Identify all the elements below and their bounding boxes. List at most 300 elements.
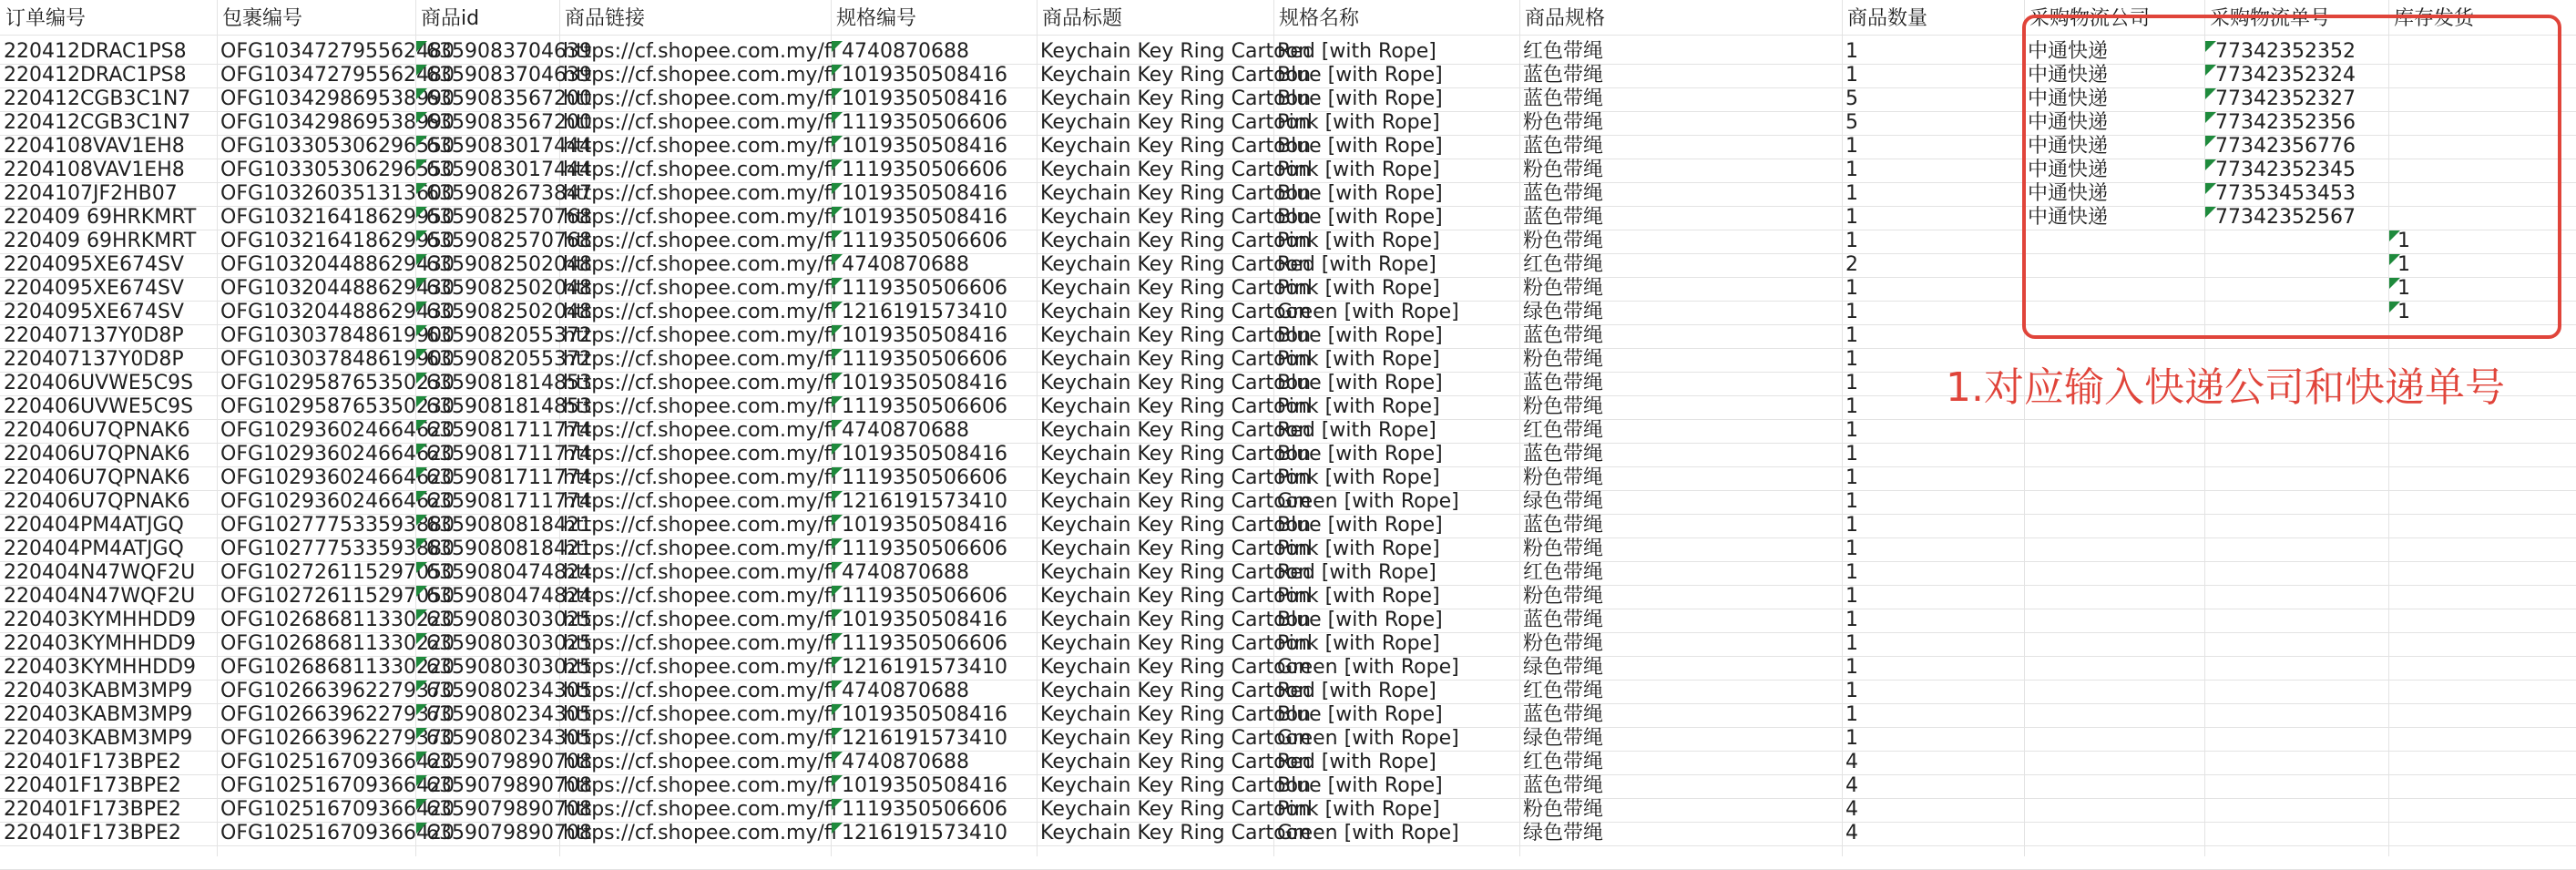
cell-spec[interactable] <box>1519 40 1842 64</box>
cell-logistics-no[interactable] <box>2204 466 2388 490</box>
cell-logistics-no[interactable] <box>2204 822 2388 845</box>
cell-sku-name[interactable] <box>1273 537 1519 561</box>
column-header-sku-no[interactable]: 规格编号 <box>836 7 917 30</box>
cell-sku-name[interactable] <box>1273 798 1519 822</box>
cell-product-id[interactable] <box>415 395 592 419</box>
cell-sku-name[interactable] <box>1273 490 1519 514</box>
column-header-logistics-no[interactable]: 采购物流单号 <box>2210 7 2331 30</box>
cell-spec[interactable] <box>1519 111 1842 135</box>
cell-product-id[interactable] <box>415 774 592 798</box>
cell-link[interactable] <box>559 182 837 206</box>
cell-product-id[interactable] <box>415 324 592 348</box>
cell-product-id[interactable] <box>415 490 592 514</box>
cell-order-no[interactable] <box>0 159 217 182</box>
cell-spec[interactable] <box>1519 159 1842 182</box>
cell-spec[interactable] <box>1519 372 1842 395</box>
cell-product-id[interactable] <box>415 703 592 727</box>
cell-product-id[interactable] <box>415 182 592 206</box>
cell-qty[interactable] <box>1842 798 2024 822</box>
cell-link[interactable] <box>559 324 837 348</box>
cell-product-id[interactable] <box>415 253 592 277</box>
cell-sku-name[interactable] <box>1273 40 1519 64</box>
cell-logistics-company[interactable] <box>2024 798 2204 822</box>
cell-sku-no[interactable] <box>831 774 1037 798</box>
cell-spec[interactable] <box>1519 609 1842 632</box>
cell-title[interactable] <box>1037 206 1312 230</box>
cell-package-no[interactable] <box>217 111 455 135</box>
cell-product-id[interactable] <box>415 443 592 466</box>
cell-logistics-company[interactable] <box>2024 703 2204 727</box>
cell-order-no[interactable] <box>0 680 217 703</box>
cell-link[interactable] <box>559 680 837 703</box>
cell-logistics-company[interactable] <box>2024 751 2204 774</box>
cell-spec[interactable] <box>1519 585 1842 609</box>
cell-logistics-company[interactable] <box>2024 632 2204 656</box>
cell-sku-name[interactable] <box>1273 680 1519 703</box>
cell-order-no[interactable] <box>0 798 217 822</box>
cell-order-no[interactable] <box>0 466 217 490</box>
cell-link[interactable] <box>559 561 837 585</box>
cell-title[interactable] <box>1037 561 1312 585</box>
cell-stock-ship[interactable] <box>2388 774 2576 798</box>
cell-product-id[interactable] <box>415 87 592 111</box>
cell-package-no[interactable] <box>217 466 455 490</box>
cell-link[interactable] <box>559 64 837 87</box>
cell-order-no[interactable] <box>0 64 217 87</box>
cell-product-id[interactable] <box>415 632 592 656</box>
cell-sku-name[interactable] <box>1273 64 1519 87</box>
cell-product-id[interactable] <box>415 111 592 135</box>
cell-spec[interactable] <box>1519 632 1842 656</box>
cell-link[interactable] <box>559 727 837 751</box>
cell-order-no[interactable] <box>0 774 217 798</box>
cell-link[interactable] <box>559 111 837 135</box>
cell-package-no[interactable] <box>217 561 455 585</box>
cell-stock-ship[interactable] <box>2388 609 2576 632</box>
cell-sku-name[interactable] <box>1273 135 1519 159</box>
cell-sku-name[interactable] <box>1273 87 1519 111</box>
cell-title[interactable] <box>1037 822 1312 845</box>
cell-sku-no[interactable] <box>831 727 1037 751</box>
cell-logistics-no[interactable] <box>2204 680 2388 703</box>
cell-stock-ship[interactable] <box>2388 561 2576 585</box>
cell-order-no[interactable] <box>0 419 217 443</box>
cell-qty[interactable] <box>1842 585 2024 609</box>
column-header-logistics-company[interactable]: 采购物流公司 <box>2029 7 2151 30</box>
cell-link[interactable] <box>559 774 837 798</box>
cell-package-no[interactable] <box>217 253 455 277</box>
cell-spec[interactable] <box>1519 537 1842 561</box>
cell-title[interactable] <box>1037 348 1312 372</box>
cell-sku-name[interactable] <box>1273 206 1519 230</box>
cell-sku-name[interactable] <box>1273 182 1519 206</box>
cell-title[interactable] <box>1037 443 1312 466</box>
cell-logistics-no[interactable] <box>2204 561 2388 585</box>
cell-package-no[interactable] <box>217 751 455 774</box>
column-header-sku-name[interactable]: 规格名称 <box>1279 7 1360 30</box>
cell-sku-name[interactable] <box>1273 466 1519 490</box>
cell-package-no[interactable] <box>217 632 455 656</box>
cell-product-id[interactable] <box>415 64 592 87</box>
cell-link[interactable] <box>559 466 837 490</box>
cell-sku-no[interactable] <box>831 64 1037 87</box>
cell-sku-name[interactable] <box>1273 703 1519 727</box>
cell-logistics-no[interactable] <box>2204 585 2388 609</box>
cell-package-no[interactable] <box>217 514 455 537</box>
cell-link[interactable] <box>559 372 837 395</box>
cell-sku-name[interactable] <box>1273 324 1519 348</box>
cell-link[interactable] <box>559 822 837 845</box>
cell-product-id[interactable] <box>415 561 592 585</box>
cell-package-no[interactable] <box>217 727 455 751</box>
cell-title[interactable] <box>1037 301 1312 324</box>
cell-logistics-company[interactable] <box>2024 585 2204 609</box>
cell-sku-name[interactable] <box>1273 609 1519 632</box>
cell-qty[interactable] <box>1842 561 2024 585</box>
cell-product-id[interactable] <box>415 230 592 253</box>
cell-title[interactable] <box>1037 277 1312 301</box>
cell-sku-no[interactable] <box>831 656 1037 680</box>
cell-spec[interactable] <box>1519 301 1842 324</box>
cell-package-no[interactable] <box>217 182 455 206</box>
column-header-title[interactable]: 商品标题 <box>1042 7 1123 30</box>
cell-spec[interactable] <box>1519 348 1842 372</box>
cell-link[interactable] <box>559 656 837 680</box>
cell-title[interactable] <box>1037 87 1312 111</box>
cell-spec[interactable] <box>1519 466 1842 490</box>
cell-title[interactable] <box>1037 324 1312 348</box>
cell-qty[interactable] <box>1842 253 2024 277</box>
cell-sku-no[interactable] <box>831 159 1037 182</box>
cell-sku-no[interactable] <box>831 206 1037 230</box>
cell-sku-name[interactable] <box>1273 632 1519 656</box>
cell-link[interactable] <box>559 253 837 277</box>
cell-sku-name[interactable] <box>1273 230 1519 253</box>
cell-sku-no[interactable] <box>831 111 1037 135</box>
cell-logistics-company[interactable] <box>2024 822 2204 845</box>
cell-qty[interactable] <box>1842 466 2024 490</box>
cell-sku-no[interactable] <box>831 632 1037 656</box>
cell-package-no[interactable] <box>217 703 455 727</box>
cell-title[interactable] <box>1037 182 1312 206</box>
cell-package-no[interactable] <box>217 490 455 514</box>
cell-logistics-no[interactable] <box>2204 537 2388 561</box>
cell-stock-ship[interactable] <box>2388 632 2576 656</box>
cell-title[interactable] <box>1037 253 1312 277</box>
cell-sku-name[interactable] <box>1273 277 1519 301</box>
cell-logistics-no[interactable] <box>2204 490 2388 514</box>
cell-package-no[interactable] <box>217 419 455 443</box>
cell-title[interactable] <box>1037 395 1312 419</box>
cell-sku-name[interactable] <box>1273 159 1519 182</box>
column-header-product-id[interactable]: 商品id <box>421 7 480 30</box>
cell-product-id[interactable] <box>415 656 592 680</box>
cell-sku-name[interactable] <box>1273 348 1519 372</box>
cell-order-no[interactable] <box>0 395 217 419</box>
cell-sku-no[interactable] <box>831 348 1037 372</box>
cell-logistics-no[interactable] <box>2204 774 2388 798</box>
cell-spec[interactable] <box>1519 490 1842 514</box>
cell-sku-name[interactable] <box>1273 253 1519 277</box>
cell-sku-no[interactable] <box>831 680 1037 703</box>
cell-title[interactable] <box>1037 751 1312 774</box>
cell-package-no[interactable] <box>217 87 455 111</box>
cell-spec[interactable] <box>1519 206 1842 230</box>
cell-qty[interactable] <box>1842 656 2024 680</box>
cell-logistics-company[interactable] <box>2024 727 2204 751</box>
cell-stock-ship[interactable] <box>2388 703 2576 727</box>
cell-product-id[interactable] <box>415 301 592 324</box>
cell-spec[interactable] <box>1519 443 1842 466</box>
cell-sku-no[interactable] <box>831 514 1037 537</box>
cell-product-id[interactable] <box>415 466 592 490</box>
cell-link[interactable] <box>559 585 837 609</box>
cell-package-no[interactable] <box>217 443 455 466</box>
cell-spec[interactable] <box>1519 395 1842 419</box>
cell-package-no[interactable] <box>217 348 455 372</box>
cell-title[interactable] <box>1037 514 1312 537</box>
cell-sku-name[interactable] <box>1273 443 1519 466</box>
cell-title[interactable] <box>1037 466 1312 490</box>
cell-logistics-no[interactable] <box>2204 443 2388 466</box>
cell-logistics-no[interactable] <box>2204 656 2388 680</box>
cell-package-no[interactable] <box>217 395 455 419</box>
cell-order-no[interactable] <box>0 751 217 774</box>
cell-link[interactable] <box>559 395 837 419</box>
cell-spec[interactable] <box>1519 253 1842 277</box>
cell-package-no[interactable] <box>217 206 455 230</box>
cell-title[interactable] <box>1037 419 1312 443</box>
cell-qty[interactable] <box>1842 206 2024 230</box>
cell-spec[interactable] <box>1519 656 1842 680</box>
cell-package-no[interactable] <box>217 585 455 609</box>
cell-product-id[interactable] <box>415 514 592 537</box>
cell-sku-no[interactable] <box>831 490 1037 514</box>
cell-package-no[interactable] <box>217 774 455 798</box>
cell-qty[interactable] <box>1842 40 2024 64</box>
cell-order-no[interactable] <box>0 324 217 348</box>
cell-spec[interactable] <box>1519 680 1842 703</box>
cell-qty[interactable] <box>1842 443 2024 466</box>
cell-spec[interactable] <box>1519 419 1842 443</box>
cell-product-id[interactable] <box>415 372 592 395</box>
cell-order-no[interactable] <box>0 632 217 656</box>
cell-title[interactable] <box>1037 774 1312 798</box>
cell-order-no[interactable] <box>0 514 217 537</box>
column-header-stock-ship[interactable]: 库存发货 <box>2394 7 2475 30</box>
cell-sku-no[interactable] <box>831 253 1037 277</box>
cell-product-id[interactable] <box>415 585 592 609</box>
cell-stock-ship[interactable] <box>2388 443 2576 466</box>
cell-title[interactable] <box>1037 230 1312 253</box>
cell-logistics-no[interactable] <box>2204 727 2388 751</box>
column-header-order-no[interactable]: 订单编号 <box>5 7 87 30</box>
cell-stock-ship[interactable] <box>2388 466 2576 490</box>
cell-package-no[interactable] <box>217 609 455 632</box>
cell-logistics-company[interactable] <box>2024 537 2204 561</box>
cell-title[interactable] <box>1037 680 1312 703</box>
cell-package-no[interactable] <box>217 822 455 845</box>
cell-sku-no[interactable] <box>831 135 1037 159</box>
cell-sku-no[interactable] <box>831 419 1037 443</box>
cell-link[interactable] <box>559 443 837 466</box>
cell-logistics-no[interactable] <box>2204 609 2388 632</box>
cell-sku-no[interactable] <box>831 372 1037 395</box>
cell-stock-ship[interactable] <box>2388 822 2576 845</box>
cell-product-id[interactable] <box>415 348 592 372</box>
cell-product-id[interactable] <box>415 609 592 632</box>
cell-spec[interactable] <box>1519 135 1842 159</box>
cell-stock-ship[interactable] <box>2388 514 2576 537</box>
cell-package-no[interactable] <box>217 40 455 64</box>
cell-logistics-no[interactable] <box>2204 798 2388 822</box>
cell-order-no[interactable] <box>0 561 217 585</box>
cell-link[interactable] <box>559 348 837 372</box>
cell-link[interactable] <box>559 490 837 514</box>
cell-sku-no[interactable] <box>831 324 1037 348</box>
cell-qty[interactable] <box>1842 680 2024 703</box>
cell-sku-no[interactable] <box>831 40 1037 64</box>
cell-sku-name[interactable] <box>1273 727 1519 751</box>
cell-sku-name[interactable] <box>1273 585 1519 609</box>
cell-logistics-no[interactable] <box>2204 632 2388 656</box>
cell-sku-no[interactable] <box>831 822 1037 845</box>
cell-order-no[interactable] <box>0 490 217 514</box>
cell-link[interactable] <box>559 301 837 324</box>
cell-spec[interactable] <box>1519 751 1842 774</box>
cell-spec[interactable] <box>1519 703 1842 727</box>
cell-title[interactable] <box>1037 159 1312 182</box>
cell-qty[interactable] <box>1842 87 2024 111</box>
cell-package-no[interactable] <box>217 277 455 301</box>
column-header-link[interactable]: 商品链接 <box>565 7 646 30</box>
cell-package-no[interactable] <box>217 656 455 680</box>
cell-sku-name[interactable] <box>1273 111 1519 135</box>
cell-logistics-company[interactable] <box>2024 466 2204 490</box>
cell-link[interactable] <box>559 537 837 561</box>
column-header-spec[interactable]: 商品规格 <box>1525 7 1606 30</box>
cell-qty[interactable] <box>1842 159 2024 182</box>
cell-sku-name[interactable] <box>1273 395 1519 419</box>
cell-qty[interactable] <box>1842 727 2024 751</box>
cell-package-no[interactable] <box>217 680 455 703</box>
cell-spec[interactable] <box>1519 561 1842 585</box>
cell-sku-name[interactable] <box>1273 514 1519 537</box>
cell-qty[interactable] <box>1842 419 2024 443</box>
cell-order-no[interactable] <box>0 135 217 159</box>
cell-spec[interactable] <box>1519 514 1842 537</box>
cell-stock-ship[interactable] <box>2388 656 2576 680</box>
cell-spec[interactable] <box>1519 798 1842 822</box>
cell-product-id[interactable] <box>415 206 592 230</box>
cell-sku-no[interactable] <box>831 609 1037 632</box>
cell-order-no[interactable] <box>0 585 217 609</box>
cell-title[interactable] <box>1037 40 1312 64</box>
cell-order-no[interactable] <box>0 206 217 230</box>
cell-title[interactable] <box>1037 703 1312 727</box>
cell-order-no[interactable] <box>0 182 217 206</box>
cell-logistics-company[interactable] <box>2024 490 2204 514</box>
cell-order-no[interactable] <box>0 822 217 845</box>
cell-spec[interactable] <box>1519 87 1842 111</box>
cell-logistics-company[interactable] <box>2024 680 2204 703</box>
cell-title[interactable] <box>1037 537 1312 561</box>
cell-product-id[interactable] <box>415 751 592 774</box>
cell-qty[interactable] <box>1842 135 2024 159</box>
cell-order-no[interactable] <box>0 727 217 751</box>
cell-package-no[interactable] <box>217 372 455 395</box>
cell-sku-no[interactable] <box>831 751 1037 774</box>
cell-sku-name[interactable] <box>1273 656 1519 680</box>
cell-package-no[interactable] <box>217 64 455 87</box>
cell-spec[interactable] <box>1519 64 1842 87</box>
cell-stock-ship[interactable] <box>2388 798 2576 822</box>
cell-logistics-company[interactable] <box>2024 656 2204 680</box>
cell-logistics-company[interactable] <box>2024 443 2204 466</box>
cell-qty[interactable] <box>1842 703 2024 727</box>
cell-title[interactable] <box>1037 609 1312 632</box>
cell-spec[interactable] <box>1519 277 1842 301</box>
cell-order-no[interactable] <box>0 537 217 561</box>
cell-sku-no[interactable] <box>831 443 1037 466</box>
cell-logistics-no[interactable] <box>2204 703 2388 727</box>
cell-logistics-company[interactable] <box>2024 609 2204 632</box>
cell-title[interactable] <box>1037 727 1312 751</box>
cell-product-id[interactable] <box>415 277 592 301</box>
cell-qty[interactable] <box>1842 609 2024 632</box>
cell-product-id[interactable] <box>415 419 592 443</box>
cell-qty[interactable] <box>1842 537 2024 561</box>
cell-qty[interactable] <box>1842 751 2024 774</box>
cell-title[interactable] <box>1037 135 1312 159</box>
cell-order-no[interactable] <box>0 348 217 372</box>
cell-qty[interactable] <box>1842 324 2024 348</box>
cell-product-id[interactable] <box>415 40 592 64</box>
cell-sku-no[interactable] <box>831 230 1037 253</box>
cell-order-no[interactable] <box>0 40 217 64</box>
cell-logistics-company[interactable] <box>2024 514 2204 537</box>
cell-qty[interactable] <box>1842 632 2024 656</box>
cell-sku-no[interactable] <box>831 277 1037 301</box>
cell-title[interactable] <box>1037 111 1312 135</box>
cell-spec[interactable] <box>1519 727 1842 751</box>
cell-qty[interactable] <box>1842 230 2024 253</box>
cell-stock-ship[interactable] <box>2388 537 2576 561</box>
cell-qty[interactable] <box>1842 111 2024 135</box>
cell-order-no[interactable] <box>0 87 217 111</box>
cell-stock-ship[interactable] <box>2388 680 2576 703</box>
cell-stock-ship[interactable] <box>2388 419 2576 443</box>
cell-sku-name[interactable] <box>1273 561 1519 585</box>
cell-link[interactable] <box>559 40 837 64</box>
cell-sku-no[interactable] <box>831 703 1037 727</box>
cell-logistics-company[interactable] <box>2024 561 2204 585</box>
cell-title[interactable] <box>1037 64 1312 87</box>
cell-order-no[interactable] <box>0 277 217 301</box>
cell-logistics-company[interactable] <box>2024 419 2204 443</box>
cell-title[interactable] <box>1037 632 1312 656</box>
cell-order-no[interactable] <box>0 372 217 395</box>
cell-spec[interactable] <box>1519 230 1842 253</box>
cell-package-no[interactable] <box>217 324 455 348</box>
cell-order-no[interactable] <box>0 111 217 135</box>
cell-link[interactable] <box>559 206 837 230</box>
cell-title[interactable] <box>1037 656 1312 680</box>
cell-sku-name[interactable] <box>1273 822 1519 845</box>
cell-logistics-company[interactable] <box>2024 774 2204 798</box>
cell-qty[interactable] <box>1842 277 2024 301</box>
cell-sku-no[interactable] <box>831 301 1037 324</box>
